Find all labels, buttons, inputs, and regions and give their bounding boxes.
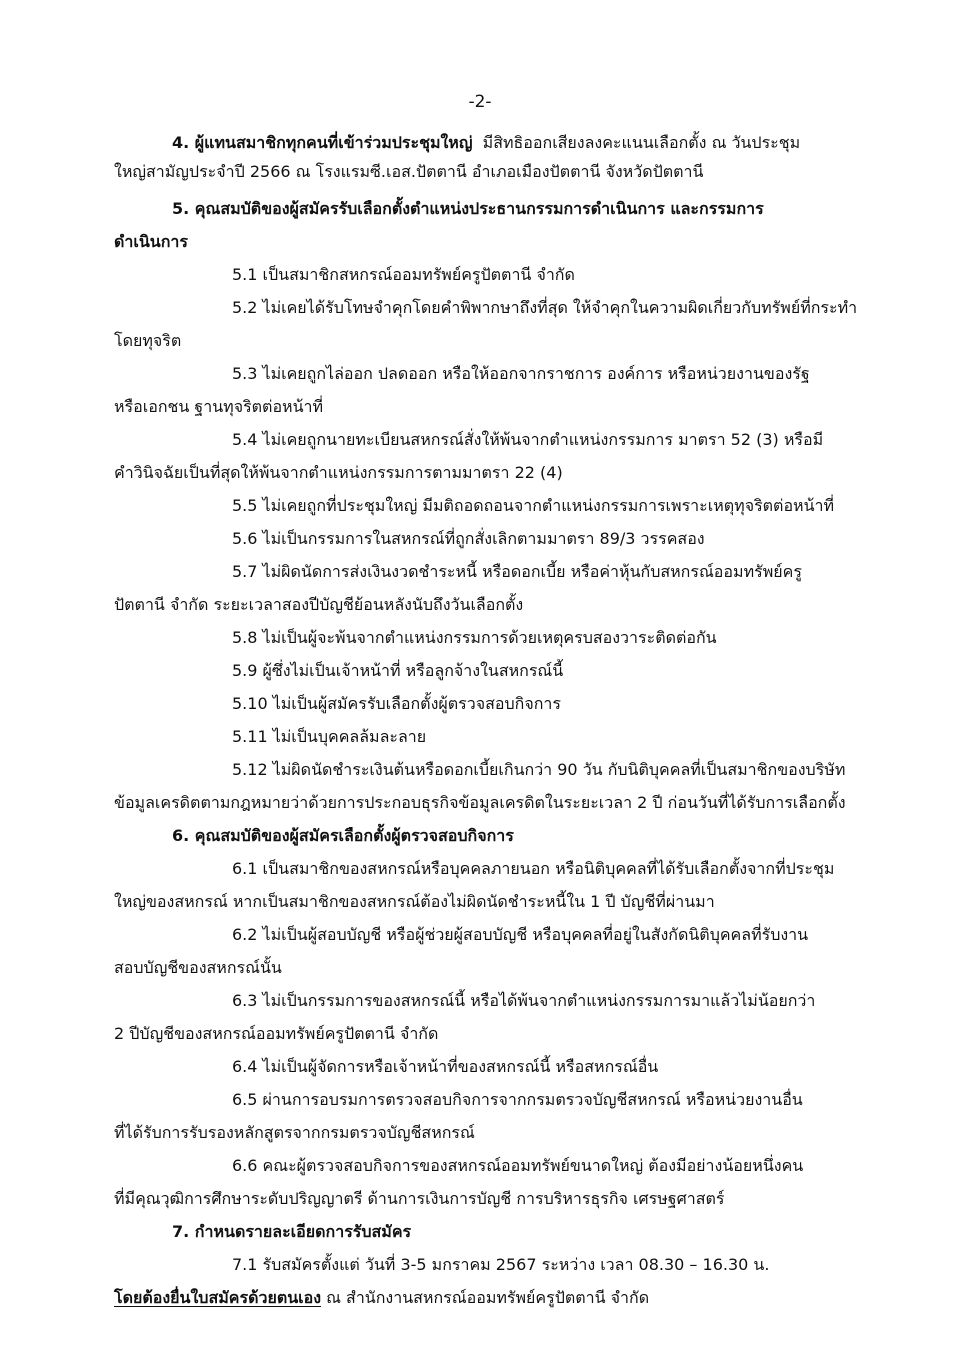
item-5-12-cont: ข้อมูลเครดิตตามกฎหมายว่าด้วยการประกอบธุรกิจข้อมูลเครดิตในระยะเวลา 2 ปี ก่อนวันที่ได้รับการเลือกตั้ง xyxy=(114,793,846,812)
section-7-heading: 7. กำหนดรายละเอียดการรับสมัคร xyxy=(172,1222,412,1241)
item-5-5: 5.5 ไม่เคยถูกที่ประชุมใหญ่ มีมติถอดถอนจากตำแหน่งกรรมการเพราะเหตุทุจริตต่อหน้าที่ xyxy=(232,496,835,515)
item-6-6: 6.6 คณะผู้ตรวจสอบกิจการของสหกรณ์ออมทรัพย์ขนาดใหญ่ ต้องมีอย่างน้อยหนึ่งคน xyxy=(232,1156,804,1175)
item-5-10: 5.10 ไม่เป็นผู้สมัครรับเลือกตั้งผู้ตรวจสอบกิจการ xyxy=(232,694,561,713)
section-4-heading: 4. ผู้แทนสมาชิกทุกคนที่เข้าร่วมประชุมใหญ่ xyxy=(172,133,473,152)
submit-in-person-note: โดยต้องยื่นใบสมัครด้วยตนเอง xyxy=(114,1288,322,1307)
item-5-3-cont: หรือเอกชน ฐานทุจริตต่อหน้าที่ xyxy=(114,397,324,416)
item-5-6: 5.6 ไม่เป็นกรรมการในสหกรณ์ที่ถูกสั่งเลิกตามมาตรา 89/3 วรรคสอง xyxy=(232,529,705,548)
item-5-3: 5.3 ไม่เคยถูกไล่ออก ปลดออก หรือให้ออกจากราชการ องค์การ หรือหน่วยงานของรัฐ xyxy=(232,364,810,383)
item-6-3: 6.3 ไม่เป็นกรรมการของสหกรณ์นี้ หรือได้พ้นจากตำแหน่งกรรมการมาแล้วไม่น้อยกว่า xyxy=(232,991,816,1010)
item-6-2: 6.2 ไม่เป็นผู้สอบบัญชี หรือผู้ช่วยผู้สอบบัญชี หรือบุคคลที่อยู่ในสังกัดนิติบุคคลที่รับงาน xyxy=(232,925,809,944)
item-6-1-cont: ใหญ่ของสหกรณ์ หากเป็นสมาชิกของสหกรณ์ต้องไม่ผิดนัดชำระหนี้ใน 1 ปี บัญชีที่ผ่านมา xyxy=(114,892,715,911)
section-5-heading-cont: ดำเนินการ xyxy=(114,232,188,251)
item-6-5-cont: ที่ได้รับการรับรองหลักสูตรจากกรมตรวจบัญชีสหกรณ์ xyxy=(114,1123,475,1142)
item-6-1: 6.1 เป็นสมาชิกของสหกรณ์หรือบุคคลภายนอก หรือนิติบุคคลที่ได้รับเลือกตั้งจากที่ประชุม xyxy=(232,859,835,878)
item-5-7: 5.7 ไม่ผิดนัดการส่งเงินงวดชำระหนี้ หรือดอกเบี้ย หรือค่าหุ้นกับสหกรณ์ออมทรัพย์ครู xyxy=(232,562,802,581)
item-6-2-cont: สอบบัญชีของสหกรณ์นั้น xyxy=(114,958,282,977)
item-7-1: 7.1 รับสมัครตั้งแต่ วันที่ 3-5 มกราคม 2567 ระหว่าง เวลา 08.30 – 16.30 น. xyxy=(232,1255,770,1274)
item-6-3-cont: 2 ปีบัญชีของสหกรณ์ออมทรัพย์ครูปัตตานี จำกัด xyxy=(114,1024,439,1043)
item-5-7-cont: ปัตตานี จำกัด ระยะเวลาสองปีบัญชีย้อนหลังนับถึงวันเลือกตั้ง xyxy=(114,595,524,614)
item-5-2: 5.2 ไม่เคยได้รับโทษจำคุกโดยคำพิพากษาถึงที่สุด ให้จำคุกในความผิดเกี่ยวกับทรัพย์ที่กระทำ xyxy=(232,298,858,317)
submit-location: ณ สำนักงานสหกรณ์ออมทรัพย์ครูปัตตานี จำกัด xyxy=(321,1288,650,1307)
section-4-text: มีสิทธิออกเสียงลงคะแนนเลือกตั้ง ณ วันประชุม xyxy=(482,133,801,152)
item-5-11: 5.11 ไม่เป็นบุคคลล้มละลาย xyxy=(232,727,427,746)
item-6-4: 6.4 ไม่เป็นผู้จัดการหรือเจ้าหน้าที่ของสหกรณ์นี้ หรือสหกรณ์อื่น xyxy=(232,1057,659,1076)
item-5-12: 5.12 ไม่ผิดนัดชำระเงินต้นหรือดอกเบี้ยเกินกว่า 90 วัน กับนิติบุคคลที่เป็นสมาชิกของบริษัท xyxy=(232,760,846,779)
item-5-4-cont: คำวินิจฉัยเป็นที่สุดให้พ้นจากตำแหน่งกรรมการตามมาตรา 22 (4) xyxy=(114,463,563,482)
item-5-9: 5.9 ผู้ซึ่งไม่เป็นเจ้าหน้าที่ หรือลูกจ้างในสหกรณ์นี้ xyxy=(232,661,564,680)
item-5-4: 5.4 ไม่เคยถูกนายทะเบียนสหกรณ์สั่งให้พ้นจากตำแหน่งกรรมการ มาตรา 52 (3) หรือมี xyxy=(232,430,824,449)
item-6-5: 6.5 ผ่านการอบรมการตรวจสอบกิจการจากกรมตรวจบัญชีสหกรณ์ หรือหน่วยงานอื่น xyxy=(232,1090,803,1109)
page-number: -2- xyxy=(468,92,492,112)
section-6-heading: 6. คุณสมบัติของผู้สมัครเลือกตั้งผู้ตรวจสอบกิจการ xyxy=(172,826,514,845)
section-5-heading: 5. คุณสมบัติของผู้สมัครรับเลือกตั้งตำแหน่งประธานกรรมการดำเนินการ และกรรมการ xyxy=(172,199,764,218)
item-5-2-cont: โดยทุจริต xyxy=(114,331,182,350)
item-6-6-cont: ที่มีคุณวุฒิการศึกษาระดับปริญญาตรี ด้านการเงินการบัญชี การบริหารธุรกิจ เศรษฐศาสตร์ xyxy=(114,1189,725,1208)
section-4-line-1 xyxy=(172,132,800,154)
section-4-line-2: ใหญ่สามัญประจำปี 2566 ณ โรงแรมซี.เอส.ปัตตานี อำเภอเมืองปัตตานี จังหวัดปัตตานี xyxy=(114,162,704,181)
item-7-1-cont xyxy=(114,1287,649,1309)
item-5-8: 5.8 ไม่เป็นผู้จะพ้นจากตำแหน่งกรรมการด้วยเหตุครบสองวาระติดต่อกัน xyxy=(232,628,717,647)
item-5-1: 5.1 เป็นสมาชิกสหกรณ์ออมทรัพย์ครูปัตตานี จำกัด xyxy=(232,265,575,284)
